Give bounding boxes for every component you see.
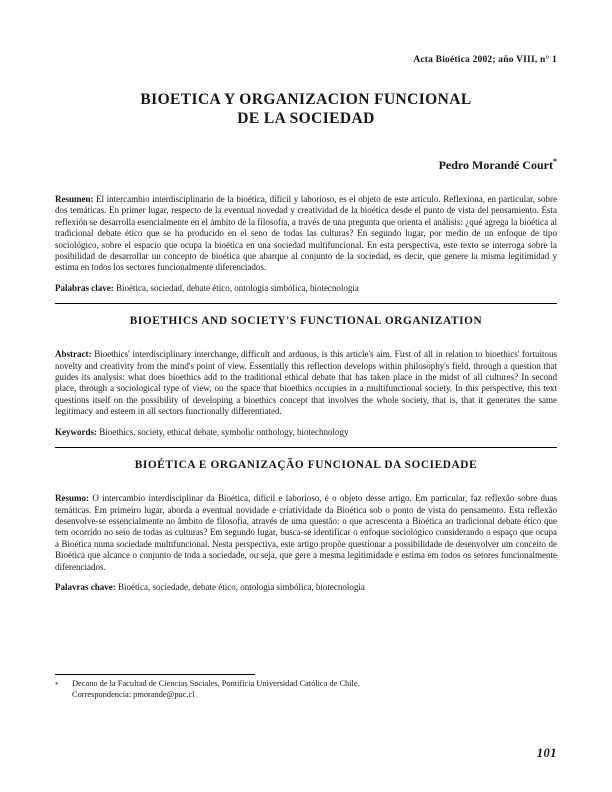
article-title-line2: DE LA SOCIEDAD xyxy=(237,110,375,127)
footnote-correspondence: Correspondencia: pmorande@puc.cl xyxy=(72,689,195,699)
footnote-rule xyxy=(55,674,255,675)
abstract-spanish xyxy=(55,194,557,274)
author-line xyxy=(55,157,557,173)
keywords-portuguese-text: Bioética, sociedade, debate ético, ontologia simbólica, biotecnologia xyxy=(118,581,365,592)
article-title-line1: BIOETICA Y ORGANIZACION FUNCIONAL xyxy=(140,91,472,108)
section-divider-rule xyxy=(55,303,557,304)
keywords-english xyxy=(55,427,557,438)
keywords-english-label: Keywords: xyxy=(55,426,97,437)
heading-english: BIOETHICS AND SOCIETY'S FUNCTIONAL ORGANIZATION xyxy=(129,315,483,328)
abstract-english xyxy=(55,349,557,417)
section-divider-rule xyxy=(55,447,557,448)
page-content xyxy=(55,0,557,602)
page-number: 101 xyxy=(536,746,557,760)
footnote-body xyxy=(55,679,557,700)
author-footnote-mark: * xyxy=(553,157,557,166)
abstract-english-label: Abstract: xyxy=(55,349,92,360)
keywords-portuguese-label: Palavras chave: xyxy=(55,581,116,592)
abstract-english-text: Bioethics' interdisciplinary interchange, difficult and arduous, is this article's aim. First of all in relation to bioethics' fortuitous novelty and creativity from the mind's point of view. Essentially this reflection develops within philosophy's field, through a question that guides its analysis: what does bioethics add to the traditional ethical debate that has taken place in the midst of all cultures? In second place, through a sociological type of view, on the space that bioethics occupies in a multifunctional society. In this perspective, this text questions itself on the possibility of developing a bioethics concept that involves the whole society, that is, that it generates the same legitimacy and esteem in all sectors functionally differentiated. xyxy=(55,349,558,417)
keywords-portuguese xyxy=(55,582,557,593)
keywords-spanish xyxy=(55,283,557,294)
abstract-spanish-label: Resumen: xyxy=(55,194,94,204)
keywords-spanish-text: Bioética, sociedad, debate ético, ontología simbólica, biotecnología xyxy=(116,282,359,293)
abstract-portuguese-label: Resumo: xyxy=(55,493,89,504)
author-name: Pedro Morandé Court xyxy=(438,158,553,172)
article-title xyxy=(55,90,557,128)
abstract-portuguese xyxy=(55,493,557,573)
footnote xyxy=(55,674,557,700)
abstract-spanish-text: El intercambio interdisciplinario de la bioética, difícil y laborioso, es el objeto de este artículo. Reflexiona, en particular, sobre dos temáticas. En primer lugar, respecto de la eventual novedad y creatividad de la bioética desde el punto de vista del pensamiento. Esta reflexión se desarrolla esencialmente en el ámbito de la filosofía, a través de una pregunta que orienta el análisis: ¿qué agrega la bioética al tradicional debate ético que se ha producido en el seno de todas las culturas? En segundo lugar, por medio de un enfoque de tipo sociológico, sobre el espacio que ocupa la bioética en una sociedad multifuncional. En esta perspectiva, este texto se interroga sobre la posibilidad de desarrollar un concepto de bioética que abarque al conjunto de la sociedad, es decir, que genere la misma legitimidad y estima en todos los sectores funcionalmente diferenciados. xyxy=(55,194,558,273)
abstract-portuguese-text: O intercambio interdisciplinar da Bioética, difícil e laborioso, é o objeto desse artigo. Em particular, faz reflexão sobre duas temáticas. Em primeiro lugar, aborda a eventual novidade e criatividade da Bioética sob o ponto de vista do pensamento. Esta reflexão desenvolve-se essencialmente no âmbito de filosofia, através de uma questão: o que acrescenta a Bioética ao tradicional debate ético que tem ocorrido no seio de todas as culturas? Em segundo lugar, busca-se identificar o enfoque sociológico considerando o espaço que ocupa a Bioética numa sociedade multifuncional. Nesta perspectiva, este artigo propõe questionar a possibilidade de desenvolver um conceito de Bioética que alcance o conjunto de toda a sociedade, ou seja, que gere a mesma legitimidade e estima em todos os setores funcionalmente diferenciados. xyxy=(55,493,558,572)
footnote-text xyxy=(72,679,557,700)
keywords-spanish-label: Palabras clave: xyxy=(55,282,114,293)
journal-header: Acta Bioética 2002; año VIII, n° 1 xyxy=(413,55,557,65)
heading-portuguese: BIOÉTICA E ORGANIZAÇÃO FUNCIONAL DA SOCIEDADE xyxy=(134,459,478,472)
footnote-marker: * xyxy=(55,681,59,689)
footnote-affiliation: Decano de la Facultad de Ciencias Sociales, Pontificia Universidad Católica de Chile. xyxy=(72,679,360,688)
keywords-english-text: Bioethics, society, ethical debate, symbolic onthology, biotechnology xyxy=(99,426,349,437)
